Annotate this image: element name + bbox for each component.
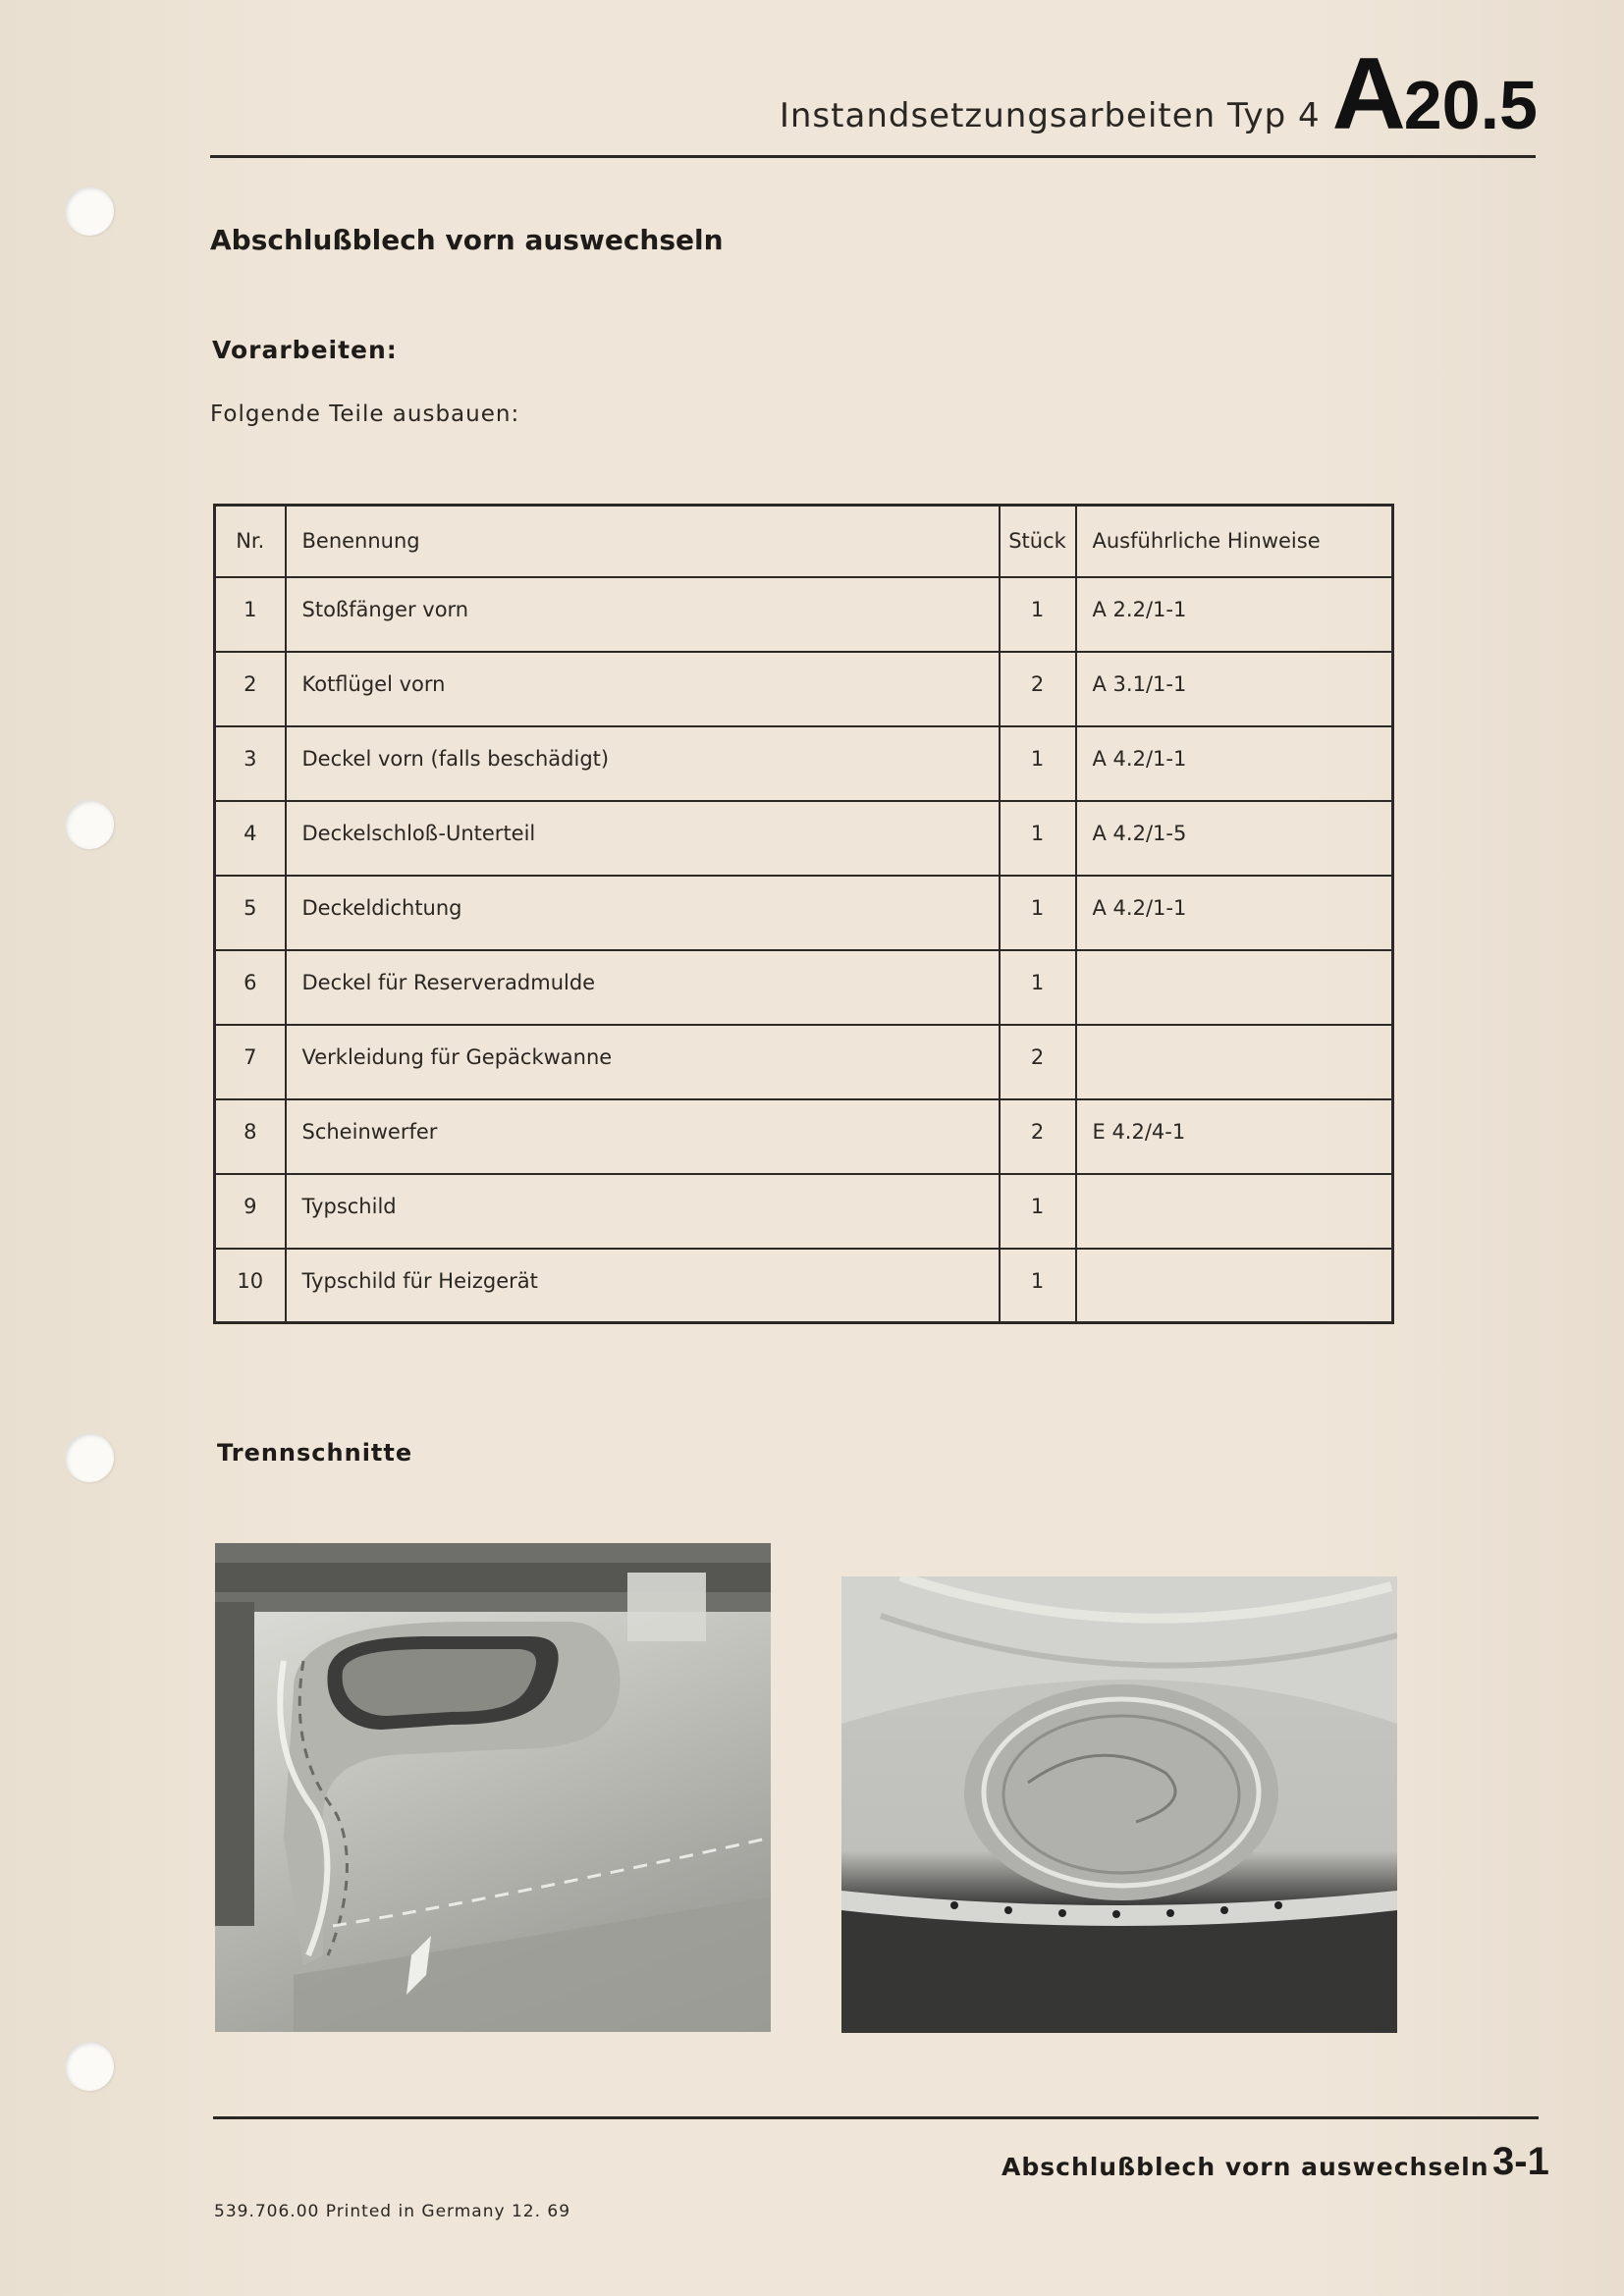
cell-ref: A 2.2/1-1 (1076, 577, 1393, 652)
table-row (215, 1174, 1393, 1249)
cell-nr: 7 (215, 1025, 286, 1099)
cell-name: Deckelschloß-Unterteil (286, 801, 1000, 876)
table-row (215, 801, 1393, 876)
section-title: Instandsetzungsarbeiten Typ 4 (779, 96, 1321, 135)
footer-title: Abschlußblech vorn auswechseln (1001, 2153, 1489, 2181)
table-row (215, 726, 1393, 801)
cell-ref (1076, 1249, 1393, 1323)
cell-nr: 1 (215, 577, 286, 652)
cell-name: Deckeldichtung (286, 876, 1000, 950)
table-row (215, 1025, 1393, 1099)
prework-intro: Folgende Teile ausbauen: (210, 401, 520, 427)
cell-ref (1076, 1025, 1393, 1099)
cell-qty: 1 (1000, 1174, 1076, 1249)
cell-nr: 9 (215, 1174, 286, 1249)
cell-qty: 2 (1000, 1025, 1076, 1099)
cell-qty: 1 (1000, 577, 1076, 652)
cell-qty: 2 (1000, 1099, 1076, 1174)
footer-rule (213, 2116, 1539, 2119)
cell-name: Scheinwerfer (286, 1099, 1000, 1174)
section-code: A20.5 (1331, 37, 1538, 151)
cell-nr: 4 (215, 801, 286, 876)
cell-ref: A 4.2/1-1 (1076, 726, 1393, 801)
column-header-ref: Ausführliche Hinweise (1076, 506, 1393, 577)
cell-name: Verkleidung für Gepäckwanne (286, 1025, 1000, 1099)
cell-qty: 1 (1000, 876, 1076, 950)
cell-name: Kotflügel vorn (286, 652, 1000, 726)
cell-name: Deckel für Reserveradmulde (286, 950, 1000, 1025)
parts-table (213, 504, 1394, 1324)
table-row (215, 652, 1393, 726)
column-header-qty: Stück (1000, 506, 1076, 577)
wheel-well-illustration (841, 1576, 1397, 2033)
page-number: 3-1 (1492, 2140, 1549, 2183)
table-row (215, 1099, 1393, 1174)
cell-ref: A 4.2/1-5 (1076, 801, 1393, 876)
cell-ref: A 4.2/1-1 (1076, 876, 1393, 950)
table-header-row (215, 506, 1393, 577)
cell-nr: 3 (215, 726, 286, 801)
cell-nr: 8 (215, 1099, 286, 1174)
table-row (215, 577, 1393, 652)
cell-nr: 10 (215, 1249, 286, 1323)
headlight-area-photo (215, 1543, 771, 2032)
punch-hole (65, 187, 114, 236)
cell-ref (1076, 1174, 1393, 1249)
punch-hole (65, 1433, 114, 1482)
punch-hole (65, 2042, 114, 2091)
cell-qty: 1 (1000, 950, 1076, 1025)
column-header-name: Benennung (286, 506, 1000, 577)
cell-qty: 2 (1000, 652, 1076, 726)
cell-nr: 2 (215, 652, 286, 726)
cell-name: Typschild für Heizgerät (286, 1249, 1000, 1323)
cell-nr: 6 (215, 950, 286, 1025)
page-header (779, 37, 1538, 151)
table-row (215, 876, 1393, 950)
cell-ref: E 4.2/4-1 (1076, 1099, 1393, 1174)
table-row (215, 1249, 1393, 1323)
cuts-heading: Trennschnitte (217, 1439, 413, 1467)
cell-qty: 1 (1000, 726, 1076, 801)
cell-name: Typschild (286, 1174, 1000, 1249)
print-imprint: 539.706.00 Printed in Germany 12. 69 (214, 2202, 571, 2221)
cell-qty: 1 (1000, 801, 1076, 876)
cell-qty: 1 (1000, 1249, 1076, 1323)
spare-wheel-well-photo (841, 1576, 1397, 2033)
cell-name: Stoßfänger vorn (286, 577, 1000, 652)
headlight-area-illustration (215, 1543, 771, 2032)
cell-nr: 5 (215, 876, 286, 950)
cell-ref: A 3.1/1-1 (1076, 652, 1393, 726)
header-rule (210, 155, 1536, 158)
page-title: Abschlußblech vorn auswechseln (210, 224, 724, 256)
table-row (215, 950, 1393, 1025)
prework-heading: Vorarbeiten: (212, 336, 398, 364)
column-header-nr: Nr. (215, 506, 286, 577)
cell-name: Deckel vorn (falls beschädigt) (286, 726, 1000, 801)
punch-hole (65, 800, 114, 849)
cell-ref (1076, 950, 1393, 1025)
